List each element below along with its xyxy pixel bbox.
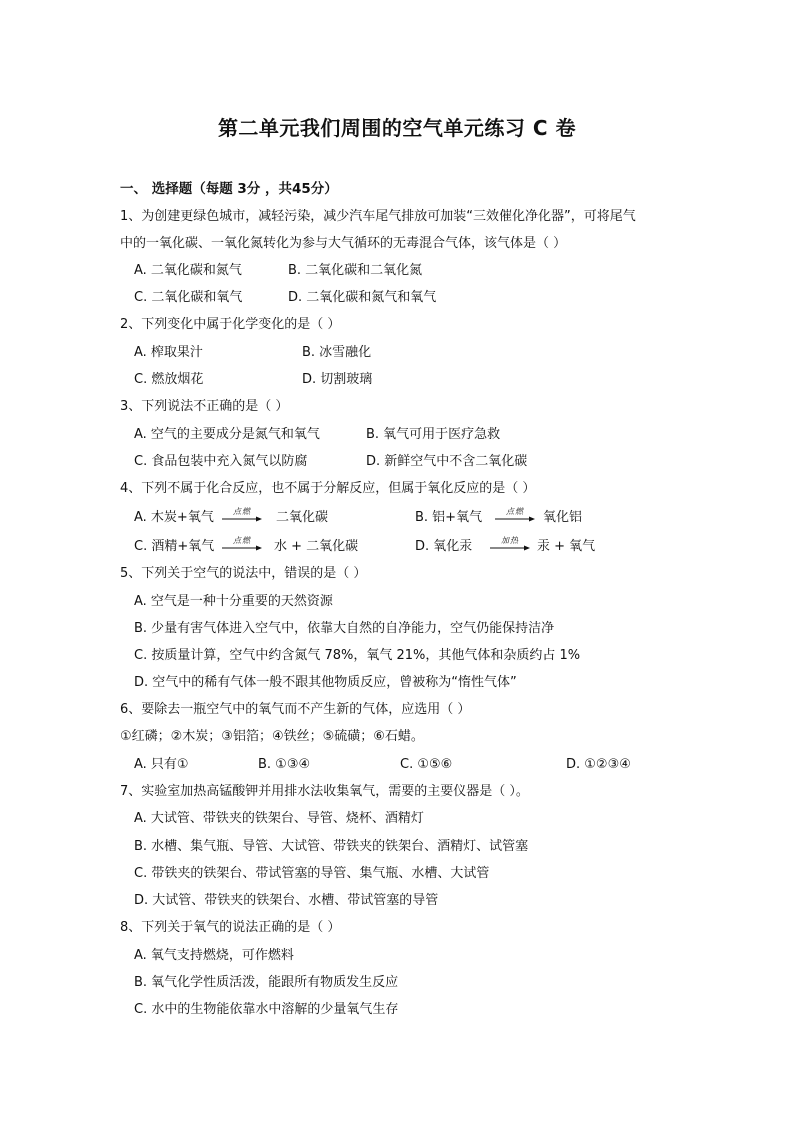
reaction-arrow <box>490 536 530 551</box>
question-1-option-a: A. 二氧化碳和氮气 <box>134 263 242 278</box>
question-4-option-a-products: 二氧化碳 <box>276 510 329 525</box>
question-2-stem: 2、下列变化中属于化学变化的是（ ） <box>120 317 341 332</box>
question-2-option-b: B. 冰雪融化 <box>302 345 372 360</box>
question-6-option-a: A. 只有① <box>134 757 189 772</box>
question-8-option-b: B. 氧气化学性质活泼，能跟所有物质发生反应 <box>134 975 399 990</box>
question-1-option-d: D. 二氧化碳和氮气和氧气 <box>288 290 437 305</box>
question-2-option-d: D. 切割玻璃 <box>302 372 373 387</box>
question-8-option-a: A. 氧气支持燃烧，可作燃料 <box>134 948 294 963</box>
question-3-option-b: B. 氧气可用于医疗急救 <box>366 427 501 442</box>
question-4-option-c-products: 水 + 二氧化碳 <box>274 539 359 554</box>
question-7-option-b: B. 水槽、集气瓶、导管、大试管、带铁夹的铁架台、酒精灯、试管塞 <box>134 839 529 854</box>
question-7-option-c: C. 带铁夹的铁架台、带试管塞的导管、集气瓶、水槽、大试管 <box>134 866 490 881</box>
question-6-option-b: B. ①③④ <box>258 757 311 772</box>
question-4-option-a-reactants: A. 木炭+氧气 <box>134 510 214 525</box>
question-1-option-b: B. 二氧化碳和二氧化氮 <box>288 263 423 278</box>
section-heading: 一、 选择题（每题 3分 ，共45分） <box>120 181 338 197</box>
question-5-option-d: D. 空气中的稀有气体一般不跟其他物质反应，曾被称为“惰性气体” <box>134 675 517 690</box>
question-5-option-b: B. 少量有害气体进入空气中，依靠大自然的自净能力，空气仍能保持洁净 <box>134 621 555 636</box>
question-2-option-c: C. 燃放烟花 <box>134 372 204 387</box>
question-3-option-d: D. 新鲜空气中不含二氧化碳 <box>366 454 528 469</box>
question-7-option-d: D. 大试管、带铁夹的铁架台、水槽、带试管塞的导管 <box>134 893 439 908</box>
question-4-stem: 4、下列不属于化合反应，也不属于分解反应，但属于氧化反应的是（ ） <box>120 481 536 496</box>
question-1-option-c: C. 二氧化碳和氧气 <box>134 290 243 305</box>
question-5-option-c: C. 按质量计算，空气中约含氮气 78%，氧气 21%，其他气体和杂质约占 1% <box>134 648 581 663</box>
question-6-stem: 6、要除去一瓶空气中的氧气而不产生新的气体，应选用（ ） <box>120 702 471 717</box>
question-4-option-b-products: 氧化铝 <box>543 510 583 525</box>
question-6-substance-list: ①红磷；②木炭；③铝箔；④铁丝；⑤硫磺；⑥石蜡。 <box>120 729 424 744</box>
question-5-stem: 5、下列关于空气的说法中，错误的是（ ） <box>120 566 367 581</box>
question-8-option-c: C. 水中的生物能依靠水中溶解的少量氧气生存 <box>134 1002 399 1017</box>
reaction-arrow <box>495 507 535 522</box>
question-5-option-a: A. 空气是一种十分重要的天然资源 <box>134 594 333 609</box>
reaction-condition: 点燃 <box>233 536 251 545</box>
question-4-option-d-products: 汞 + 氧气 <box>537 539 596 554</box>
reaction-condition: 点燃 <box>233 507 251 516</box>
question-2-option-a: A. 榨取果汁 <box>134 345 203 360</box>
question-8-stem: 8、下列关于氧气的说法正确的是（ ） <box>120 920 341 935</box>
question-4-option-c-reactants: C. 酒精+氧气 <box>134 539 215 554</box>
question-3-stem: 3、下列说法不正确的是（ ） <box>120 399 289 414</box>
question-1-stem-line1: 1、为创建更绿色城市，减轻污染，减少汽车尾气排放可加装“三效催化净化器”，可将尾气 <box>120 209 636 224</box>
reaction-arrow <box>222 507 262 522</box>
question-7-stem: 7、实验室加热高锰酸钾并用排水法收集氧气，需要的主要仪器是（ ）。 <box>120 784 529 799</box>
question-3-option-a: A. 空气的主要成分是氮气和氧气 <box>134 427 320 442</box>
reaction-condition: 点燃 <box>506 507 524 516</box>
question-3-option-c: C. 食品包装中充入氮气以防腐 <box>134 454 308 469</box>
question-4-option-d-reactants: D. 氧化汞 <box>415 539 473 554</box>
question-1-stem-line2: 中的一氧化碳、一氧化氮转化为参与大气循环的无毒混合气体，该气体是（ ） <box>120 236 567 251</box>
question-6-option-c: C. ①⑤⑥ <box>400 757 453 772</box>
question-4-option-b-reactants: B. 铝+氧气 <box>415 510 483 525</box>
page-title: 第二单元我们周围的空气单元练习 C 卷 <box>217 116 577 140</box>
question-6-option-d: D. ①②③④ <box>566 757 631 772</box>
reaction-condition: 加热 <box>501 536 519 545</box>
reaction-arrow <box>222 536 262 551</box>
question-7-option-a: A. 大试管、带铁夹的铁架台、导管、烧杯、酒精灯 <box>134 811 424 826</box>
